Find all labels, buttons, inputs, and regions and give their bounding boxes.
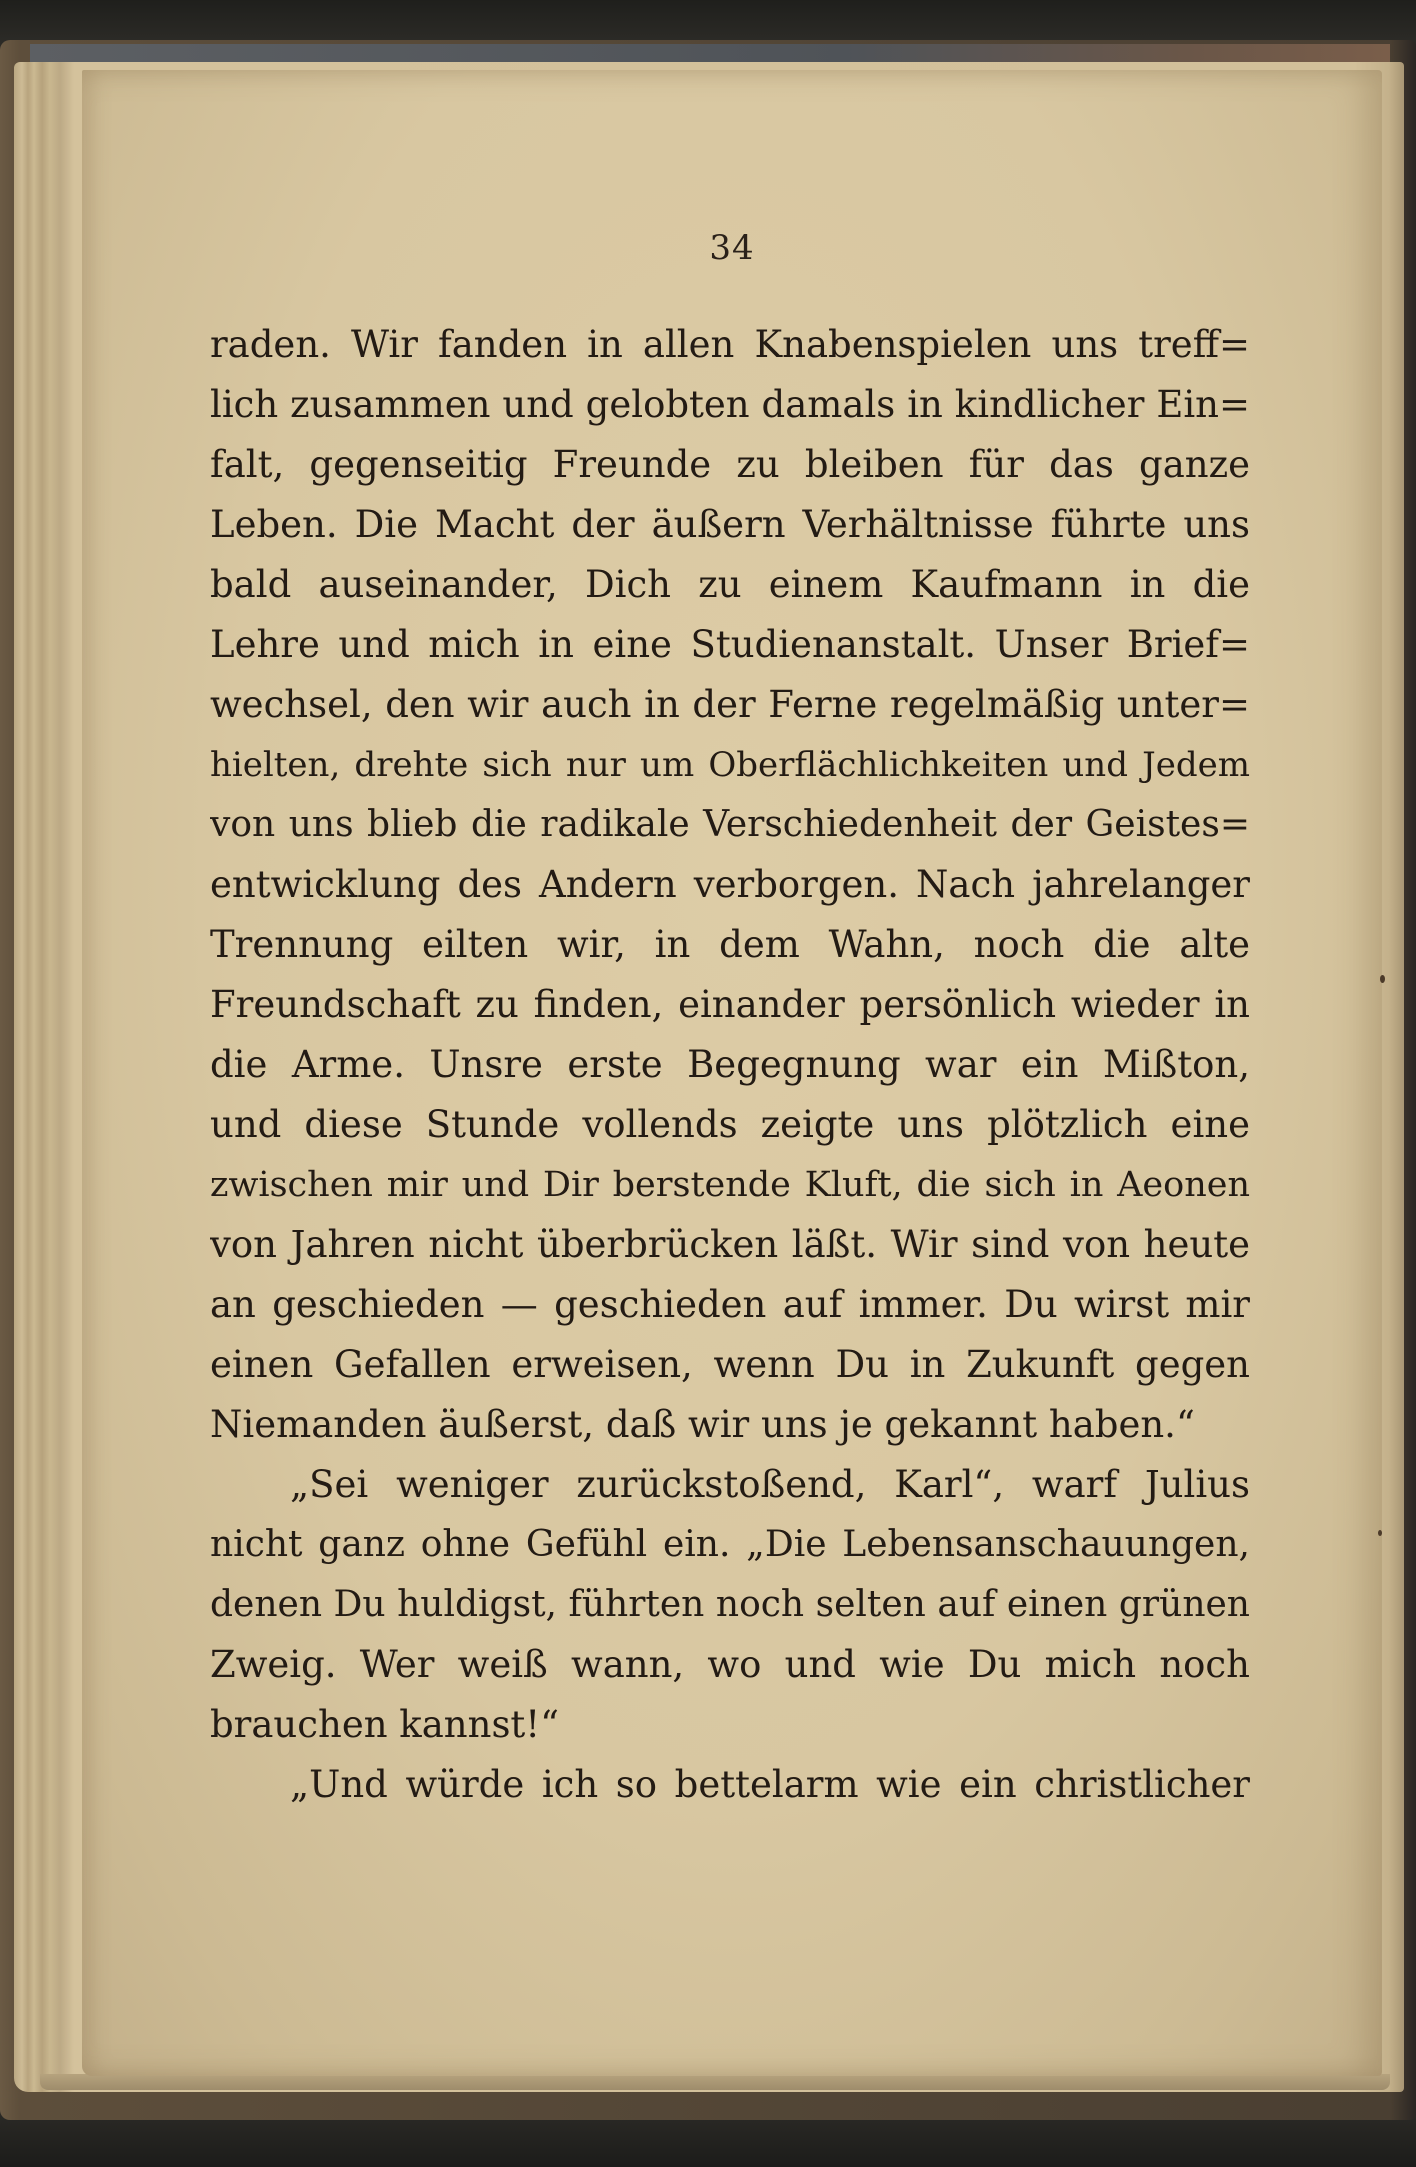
- text-line: „Sei weniger zurückstoßend, Karl“, warf Julius: [290, 1463, 1250, 1506]
- text-line: falt, gegenseitig Freunde zu bleiben für das ganze: [210, 443, 1250, 486]
- text-line: entwicklung des Andern verborgen. Nach jahrelanger: [210, 863, 1250, 906]
- text-line: Niemanden äußerst, daß wir uns je gekannt haben.“: [210, 1403, 1195, 1446]
- text-line: und diese Stunde vollends zeigte uns plötzlich eine: [210, 1103, 1250, 1146]
- text-line: Zweig. Wer weiß wann, wo und wie Du mich noch: [210, 1643, 1250, 1686]
- text-line: Lehre und mich in eine Studienanstalt. Unser Brief=: [210, 623, 1250, 666]
- text-line: Freundschaft zu finden, einander persönlich wieder in: [210, 983, 1250, 1026]
- text-line: von uns blieb die radikale Verschiedenheit der Geistes=: [210, 804, 1250, 845]
- text-line: die Arme. Unsre erste Begegnung war ein Mißton,: [210, 1043, 1250, 1086]
- paper-speck: [1378, 1530, 1382, 1536]
- text-line: hielten, drehte sich nur um Oberflächlichkeiten und Jedem: [210, 745, 1250, 785]
- text-line: Leben. Die Macht der äußern Verhältnisse führte uns: [210, 503, 1250, 546]
- text-line: zwischen mir und Dir berstende Kluft, die sich in Aeonen: [210, 1165, 1250, 1205]
- body-text: [210, 315, 1250, 1815]
- text-line: „Und würde ich so bettelarm wie ein christlicher: [290, 1763, 1250, 1806]
- page-bottom-edge: [40, 2074, 1390, 2090]
- text-line: nicht ganz ohne Gefühl ein. „Die Lebensanschauungen,: [210, 1524, 1250, 1565]
- paper-speck: [1380, 975, 1385, 983]
- text-line: einen Gefallen erweisen, wenn Du in Zukunft gegen: [210, 1343, 1250, 1386]
- text-line: raden. Wir fanden in allen Knabenspielen uns treff=: [210, 323, 1250, 366]
- text-line: bald auseinander, Dich zu einem Kaufmann in die: [210, 563, 1250, 606]
- text-line: an geschieden — geschieden auf immer. Du wirst mir: [210, 1283, 1250, 1326]
- text-line: wechsel, den wir auch in der Ferne regelmäßig unter=: [210, 683, 1250, 726]
- text-line: von Jahren nicht überbrücken läßt. Wir sind von heute: [210, 1223, 1250, 1266]
- text-line: denen Du huldigst, führten noch selten auf einen grünen: [210, 1584, 1250, 1625]
- text-line: lich zusammen und gelobten damals in kindlicher Ein=: [210, 383, 1250, 426]
- text-line: brauchen kannst!“: [210, 1703, 560, 1746]
- page-number: 34: [709, 228, 755, 268]
- text-line: Trennung eilten wir, in dem Wahn, noch die alte: [210, 923, 1250, 966]
